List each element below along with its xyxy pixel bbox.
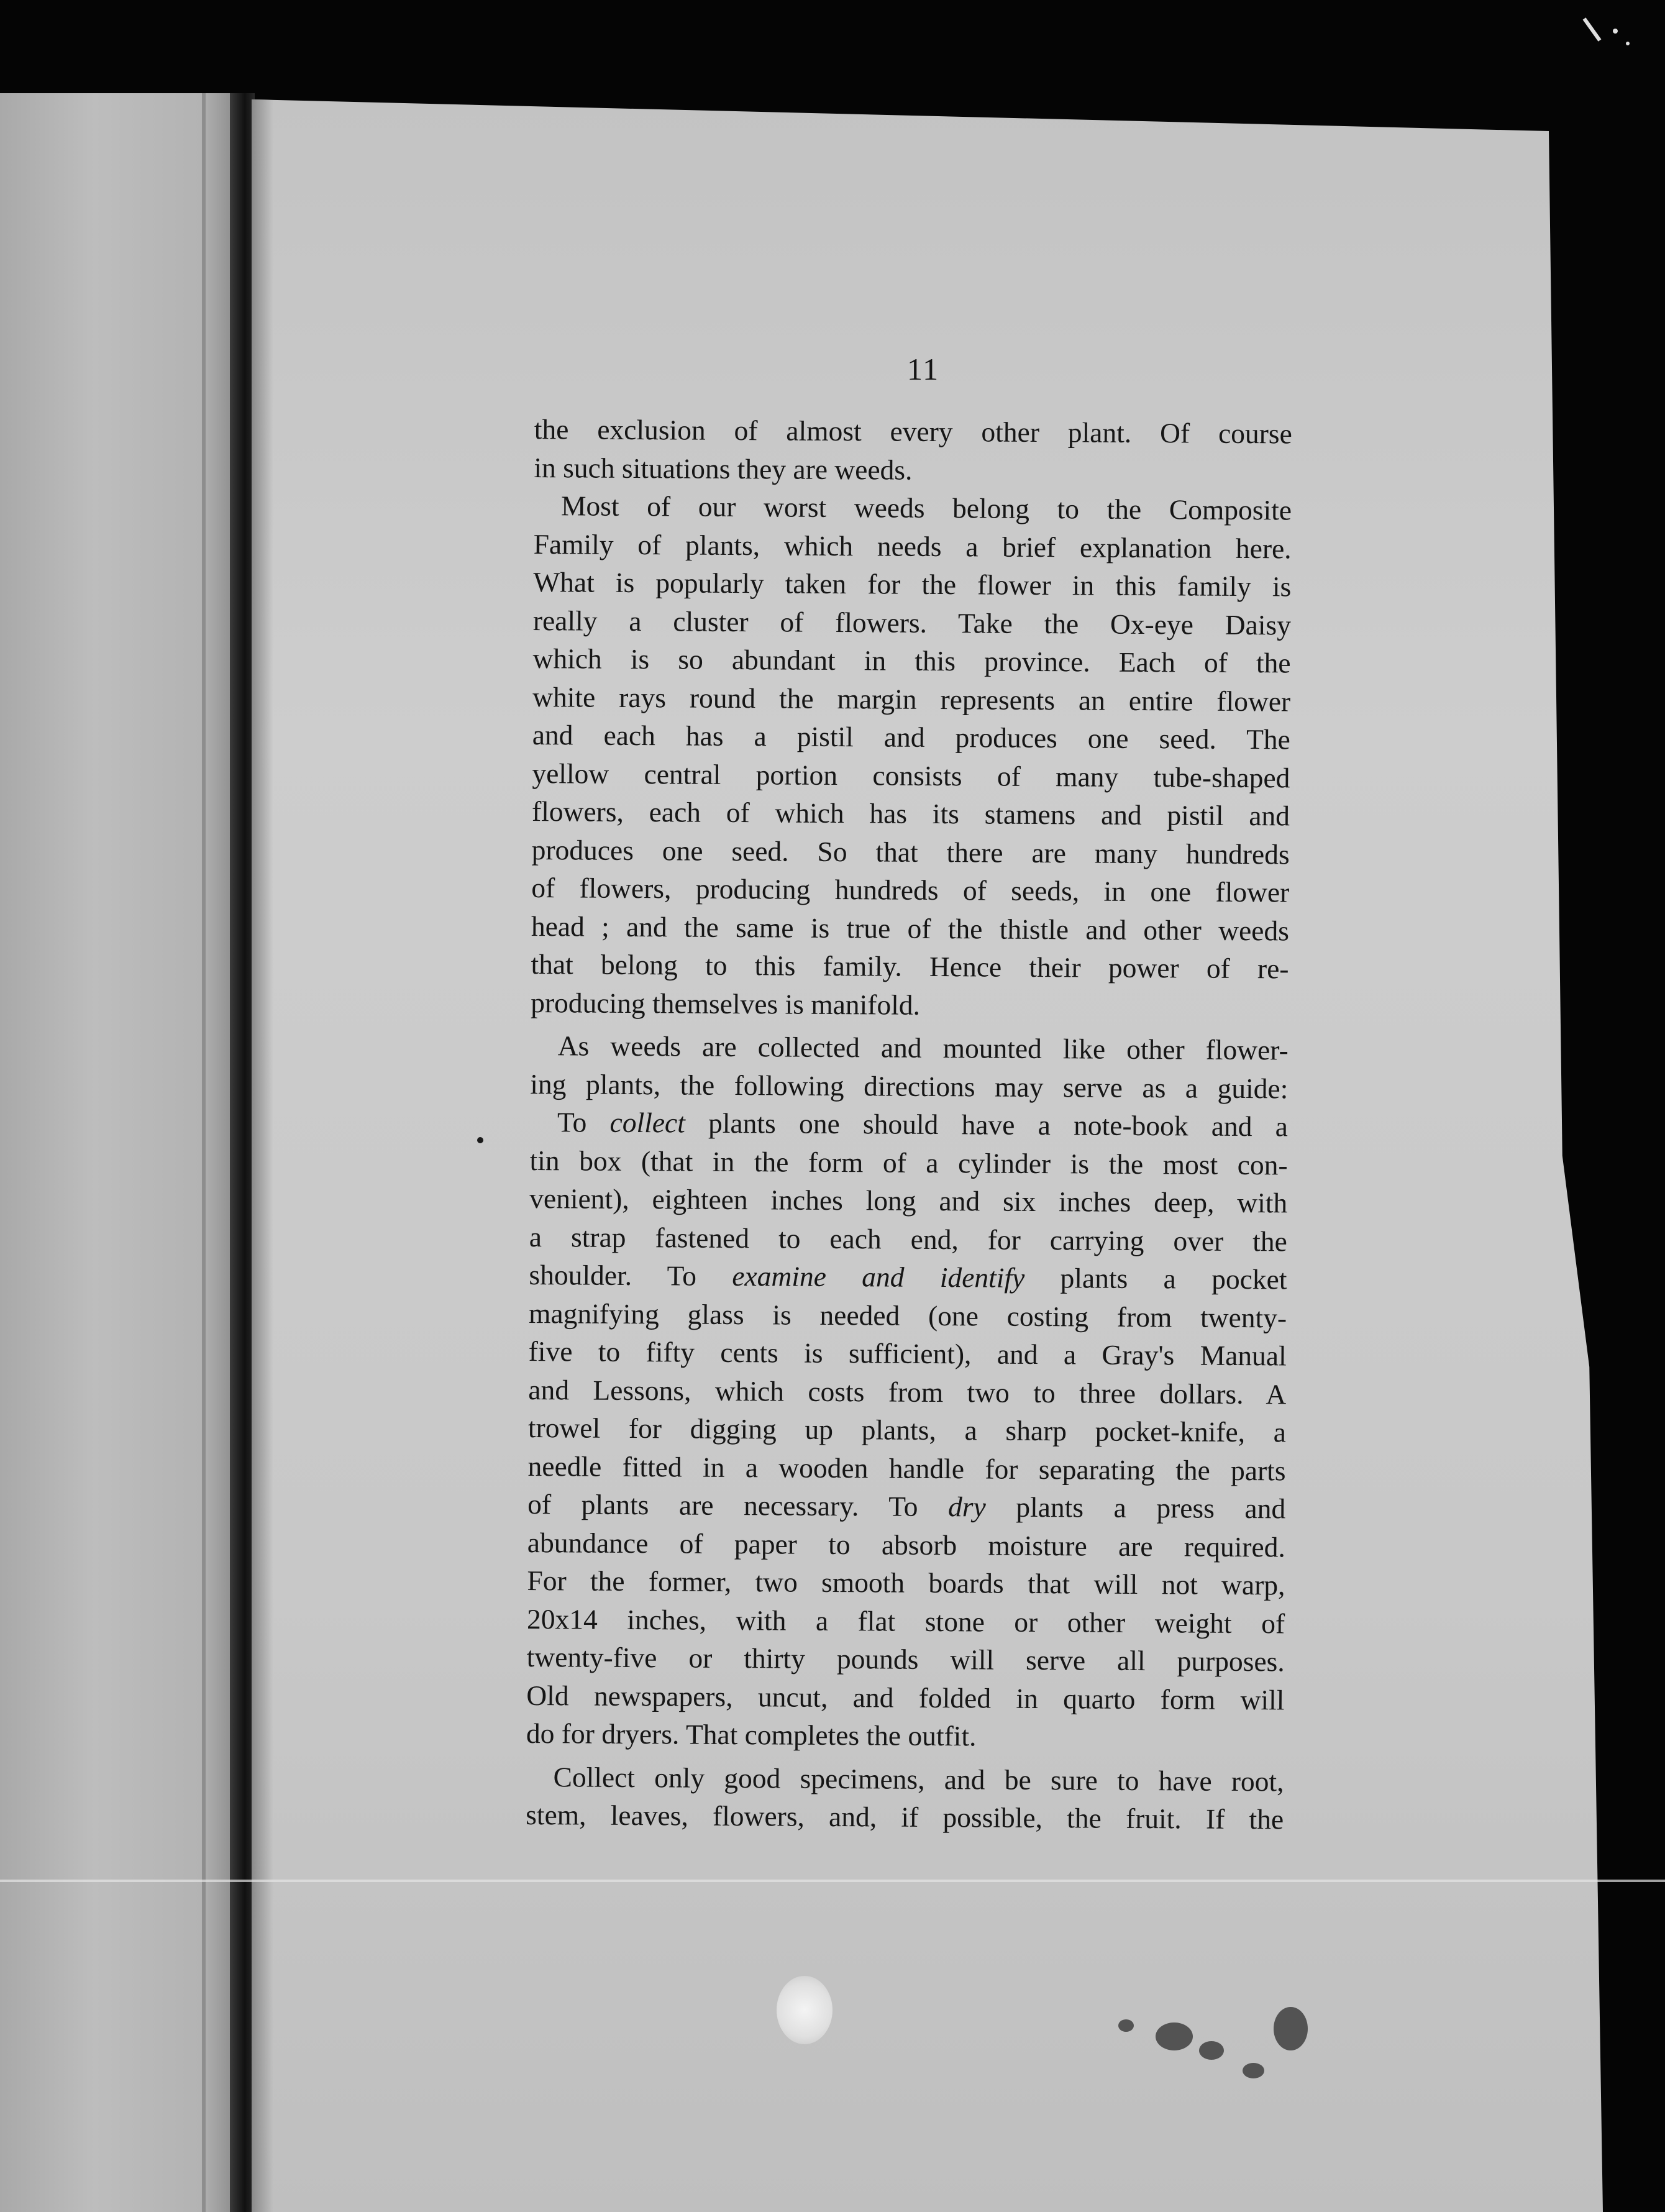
page-number: 11 — [907, 352, 940, 386]
text-line: really a cluster of flowers. Take the Ox-eye Daisy — [532, 604, 1292, 641]
left-page-crease — [202, 93, 206, 2212]
text-line: stem, leaves, flowers, and, if possible, the fruit. If the — [526, 1798, 1284, 1835]
text-line: which is so abundant in this province. Each of the — [532, 642, 1291, 679]
text-line: five to fifty cents is sufficient), and a Gray's Manual — [528, 1335, 1287, 1372]
text-line: producing themselves is manifold. — [531, 986, 921, 1021]
text-line: twenty-five or thirty pounds will serve all purposes. — [526, 1640, 1285, 1678]
text-line: of flowers, producing hundreds of seeds, in one flower — [531, 871, 1290, 908]
text-line: trowel for digging up plants, a sharp pocket-knife, a — [527, 1411, 1287, 1448]
text-line: abundance of paper to absorb moisture are required. — [527, 1526, 1286, 1563]
book-spine-shadow — [230, 93, 255, 2212]
text-line: 20x14 inches, with a flat stone or other weight of — [526, 1602, 1285, 1639]
text-line: For the former, two smooth boards that will not warp, — [527, 1564, 1285, 1601]
text-line: shoulder. To examine and identify plants a pocket — [529, 1258, 1287, 1296]
text-line: What is popularly taken for the flower in this family is — [533, 565, 1292, 603]
text-line: and Lessons, which costs from two to three dollars. A — [528, 1373, 1287, 1410]
corner-scan-marks — [1578, 12, 1653, 62]
ink-stain — [1243, 2063, 1264, 2078]
text-line: needle fitted in a wooden handle for separating the parts — [527, 1450, 1286, 1486]
left-page-edge — [0, 93, 236, 2212]
ink-stain — [1274, 2007, 1308, 2050]
text-line: that belong to this family. Hence their power of re- — [531, 948, 1289, 985]
scan-artifact-line — [0, 1880, 1665, 1882]
ink-stain — [1156, 2022, 1193, 2050]
text-line: To collect plants one should have a note-book and a — [557, 1106, 1289, 1143]
inner-fold-shadow — [252, 99, 273, 2212]
text-line: do for dryers. That completes the outfit. — [526, 1717, 977, 1752]
text-line: of plants are necessary. To dry plants a press and — [527, 1488, 1286, 1525]
text-line: Family of plants, which needs a brief explanation here. — [533, 528, 1292, 564]
text-line: the exclusion of almost every other plant. Of course — [534, 413, 1292, 450]
margin-mark — [477, 1137, 483, 1143]
body-text — [526, 410, 1292, 1839]
text-line: and each has a pistil and produces one seed. The — [532, 718, 1290, 756]
text-line: magnifying glass is needed (one costing from twenty- — [528, 1297, 1287, 1333]
text-line: Most of our worst weeds belong to the Composite — [560, 490, 1292, 526]
text-line: head ; and the same is true of the thistle and other weeds — [531, 910, 1290, 946]
text-line: ing plants, the following directions may serve as a guide: — [530, 1067, 1289, 1104]
ink-stain — [1118, 2019, 1134, 2032]
text-line: flowers, each of which has its stamens and pistil and — [531, 795, 1290, 832]
text-line: Collect only good specimens, and be sure to have root, — [553, 1760, 1284, 1797]
text-line: Old newspapers, uncut, and folded in quarto form will — [526, 1679, 1285, 1716]
text-line: tin box (that in the form of a cylinder is the most con- — [529, 1144, 1288, 1181]
ink-stain — [1199, 2041, 1224, 2060]
paper-light-spot — [777, 1976, 833, 2044]
text-line: As weeds are collected and mounted like other flower- — [557, 1030, 1289, 1066]
text-line: in such situations they are weeds. — [534, 451, 913, 486]
text-line: a strap fastened to each end, for carrying over the — [529, 1220, 1288, 1257]
text-line: yellow central portion consists of many tube-shaped — [532, 757, 1290, 793]
text-line: venient), eighteen inches long and six inches deep, with — [529, 1182, 1288, 1219]
text-line: white rays round the margin represents an entire flower — [532, 680, 1291, 717]
text-line: produces one seed. So that there are many hundreds — [531, 833, 1290, 870]
